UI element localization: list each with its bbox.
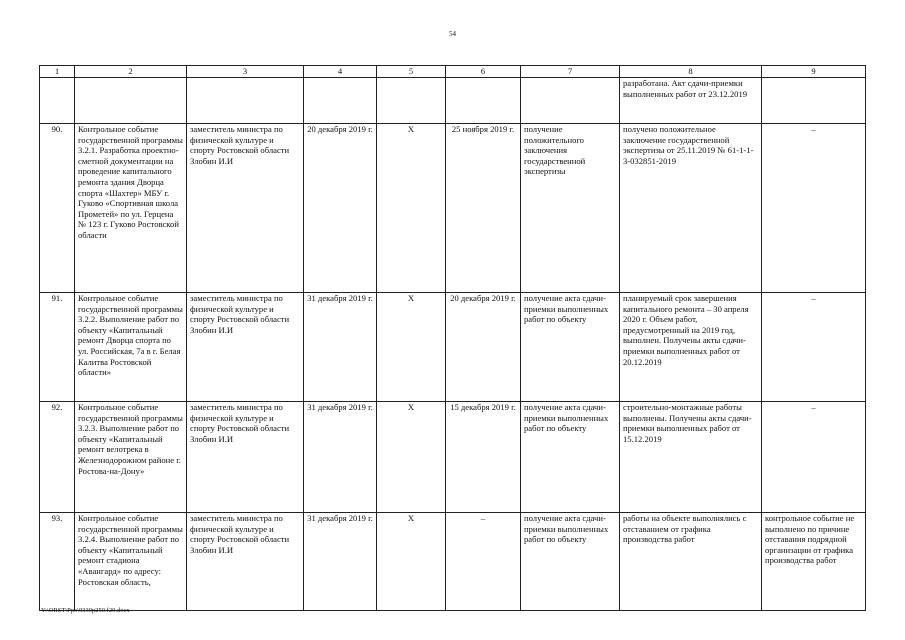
header-cell: 8 — [620, 66, 762, 78]
footer-file-path: Y:\ORST\Ppo\0330p250.f20.docx — [41, 607, 130, 614]
table-row — [40, 293, 866, 402]
table-row — [40, 124, 866, 293]
result-plan-cell: получение акта сдачи-приемки выполненных работ по объекту — [521, 293, 620, 402]
event-cell: Контрольное событие государственной программы 3.2.2. Выполнение работ по объекту «Капитальный ремонт Дворца спорта по ул. Российская, 7а в г. Белая Калитва Ростовской области» — [75, 293, 187, 402]
header-cell: 6 — [446, 66, 521, 78]
page-number: 54 — [449, 30, 456, 38]
planned-date-cell: 31 декабря 2019 г. — [304, 402, 377, 513]
row-number: 90. — [40, 124, 75, 293]
note-cell: – — [762, 293, 866, 402]
table-cell — [75, 78, 187, 124]
note-cell: – — [762, 402, 866, 513]
planned-date-cell: 31 декабря 2019 г. — [304, 513, 377, 611]
actual-date-cell: 15 декабря 2019 г. — [446, 402, 521, 513]
header-cell: 2 — [75, 66, 187, 78]
table-header-row — [40, 66, 866, 78]
table-cell — [446, 78, 521, 124]
row-number: 92. — [40, 402, 75, 513]
table-cell — [521, 78, 620, 124]
mark-cell: X — [377, 124, 446, 293]
note-cell: контрольное событие не выполнено по причине отставания подрядной организации от графика производства работ — [762, 513, 866, 611]
table-cell — [40, 78, 75, 124]
table-cell — [304, 78, 377, 124]
continuation-row — [40, 78, 866, 124]
responsible-cell: заместитель министра по физической культуре и спорту Ростовской области Злобин И.И — [187, 402, 304, 513]
planned-date-cell: 20 декабря 2019 г. — [304, 124, 377, 293]
event-cell: Контрольное событие государственной программы 3.2.3. Выполнение работ по объекту «Капитальный ремонт велотрека в Железнодорожном районе г. Ростова-на-Дону» — [75, 402, 187, 513]
result-plan-cell: получение акта сдачи-приемки выполненных работ по объекту — [521, 513, 620, 611]
report-table — [39, 65, 866, 611]
result-fact-cell: работы на объекте выполнялись с отставанием от графика производства работ — [620, 513, 762, 611]
event-cell: Контрольное событие государственной программы 3.2.4. Выполнение работ по объекту «Капитальный ремонт стадиона «Авангард» по адресу: Ростовская область, — [75, 513, 187, 611]
row-number: 93. — [40, 513, 75, 611]
event-cell: Контрольное событие государственной программы 3.2.1. Разработка проектно-сметной документации на проведение капитального ремонта здания Дворца спорта «Шахтер» МБУ г. Гуково «Спортивная школа Прометей» по ул. Герцена № 123 г. Гуково Ростовской области — [75, 124, 187, 293]
row-number: 91. — [40, 293, 75, 402]
result-fact-cell: планируемый срок завершения капитального ремонта – 30 апреля 2020 г. Объем работ, предусмотренный на 2019 год, выполнен. Получены акты сдачи-приемки выполненных работ от 20.12.2019 — [620, 293, 762, 402]
header-cell: 5 — [377, 66, 446, 78]
result-plan-cell: получение акта сдачи-приемки выполненных работ по объекту — [521, 402, 620, 513]
header-cell: 7 — [521, 66, 620, 78]
responsible-cell: заместитель министра по физической культуре и спорту Ростовской области Злобин И.И — [187, 293, 304, 402]
actual-date-cell: 25 ноября 2019 г. — [446, 124, 521, 293]
result-fact-cell: строительно-монтажные работы выполнены. Получены акты сдачи-приемки выполненных работ от 15.12.2019 — [620, 402, 762, 513]
table-row — [40, 513, 866, 611]
actual-date-cell: – — [446, 513, 521, 611]
planned-date-cell: 31 декабря 2019 г. — [304, 293, 377, 402]
table-cell — [762, 78, 866, 124]
responsible-cell: заместитель министра по физической культуре и спорту Ростовской области Злобин И.И — [187, 124, 304, 293]
result-fact-cell: получено положительное заключение государственной экспертизы от 25.11.2019 № 61-1-1-3-032851-2019 — [620, 124, 762, 293]
header-cell: 3 — [187, 66, 304, 78]
result-plan-cell: получение положительного заключения государственной экспертизы — [521, 124, 620, 293]
header-cell: 1 — [40, 66, 75, 78]
header-cell: 4 — [304, 66, 377, 78]
mark-cell: X — [377, 513, 446, 611]
mark-cell: X — [377, 293, 446, 402]
mark-cell: X — [377, 402, 446, 513]
table-row — [40, 402, 866, 513]
responsible-cell: заместитель министра по физической культуре и спорту Ростовской области Злобин И.И — [187, 513, 304, 611]
header-cell: 9 — [762, 66, 866, 78]
actual-date-cell: 20 декабря 2019 г. — [446, 293, 521, 402]
note-cell: – — [762, 124, 866, 293]
table-cell — [377, 78, 446, 124]
table-cell — [187, 78, 304, 124]
result-fact-cell: разработана. Акт сдачи-приемки выполненных работ от 23.12.2019 — [620, 78, 762, 124]
